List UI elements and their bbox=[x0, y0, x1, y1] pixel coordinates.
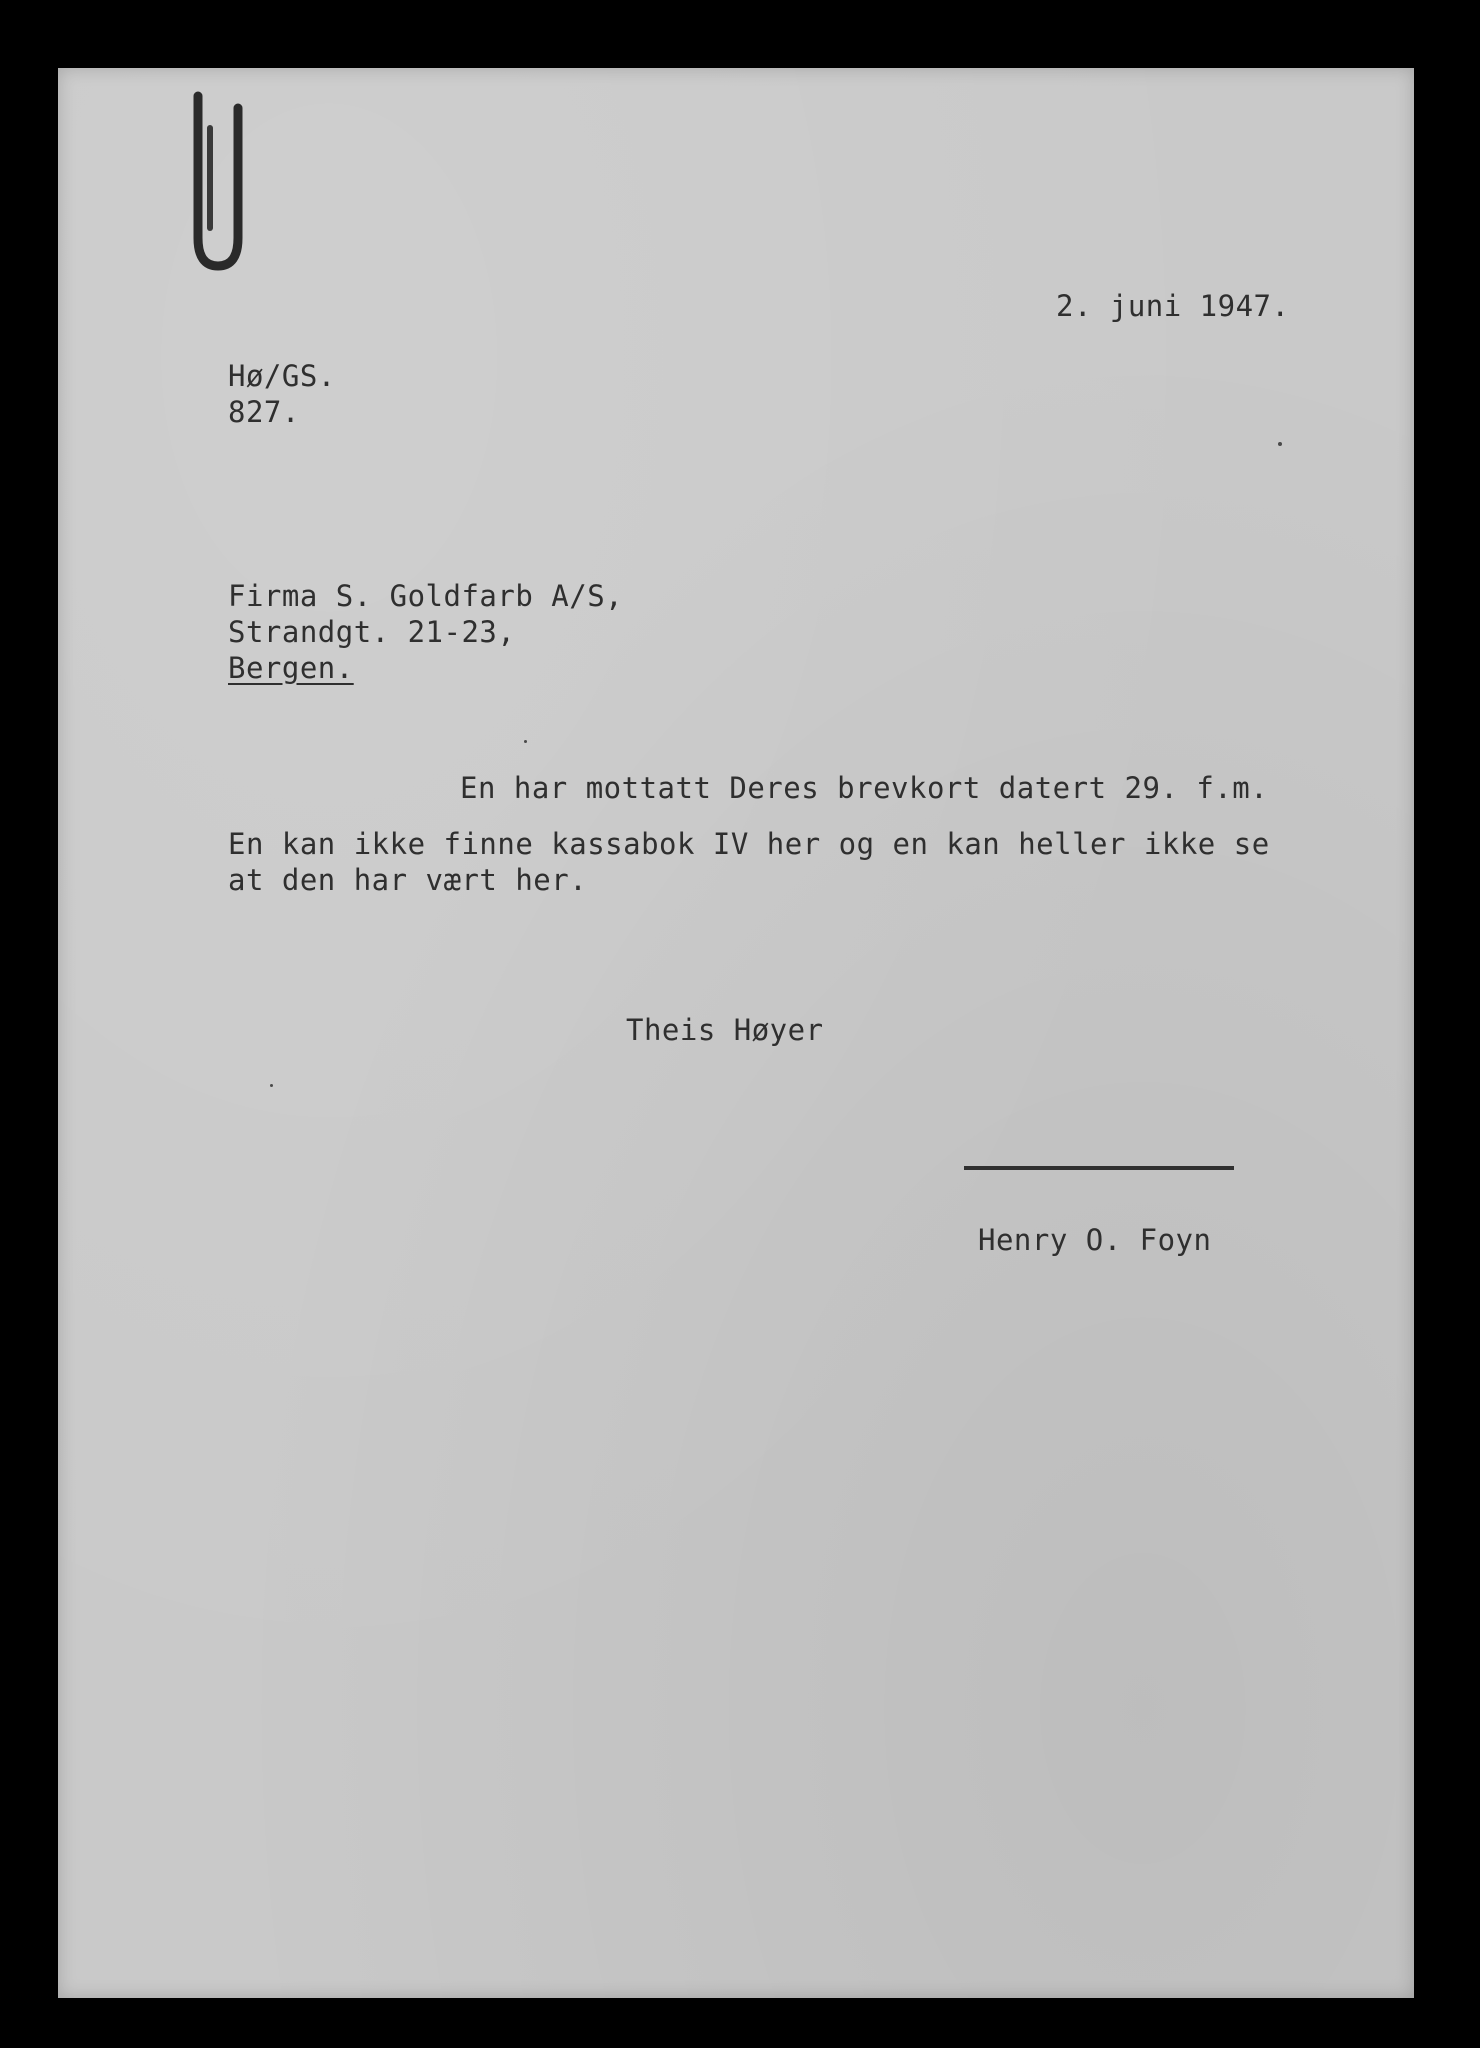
recipient-name: Firma S. Goldfarb A/S, bbox=[228, 579, 624, 613]
recipient-street: Strandgt. 21-23, bbox=[228, 615, 516, 649]
paper-speck bbox=[270, 1084, 273, 1087]
body-line-1: En har mottatt Deres brevkort datert 29. f.m. bbox=[460, 771, 1269, 805]
paper-speck bbox=[1278, 442, 1282, 446]
reference-number: 827. bbox=[228, 395, 300, 429]
signature-line bbox=[964, 1166, 1234, 1170]
recipient-city: Bergen. bbox=[228, 651, 354, 685]
paper-speck bbox=[524, 740, 527, 743]
body-line-2: En kan ikke finne kassabok IV her og en kan heller ikke se bbox=[228, 827, 1270, 861]
signature-name: Henry O. Foyn bbox=[978, 1223, 1212, 1257]
sender-name: Theis Høyer bbox=[626, 1013, 824, 1047]
body-line-3: at den har vært her. bbox=[228, 863, 588, 897]
paperclip-icon bbox=[180, 88, 250, 278]
reference-initials: Hø/GS. bbox=[228, 359, 336, 393]
letter-date: 2. juni 1947. bbox=[1056, 289, 1290, 323]
